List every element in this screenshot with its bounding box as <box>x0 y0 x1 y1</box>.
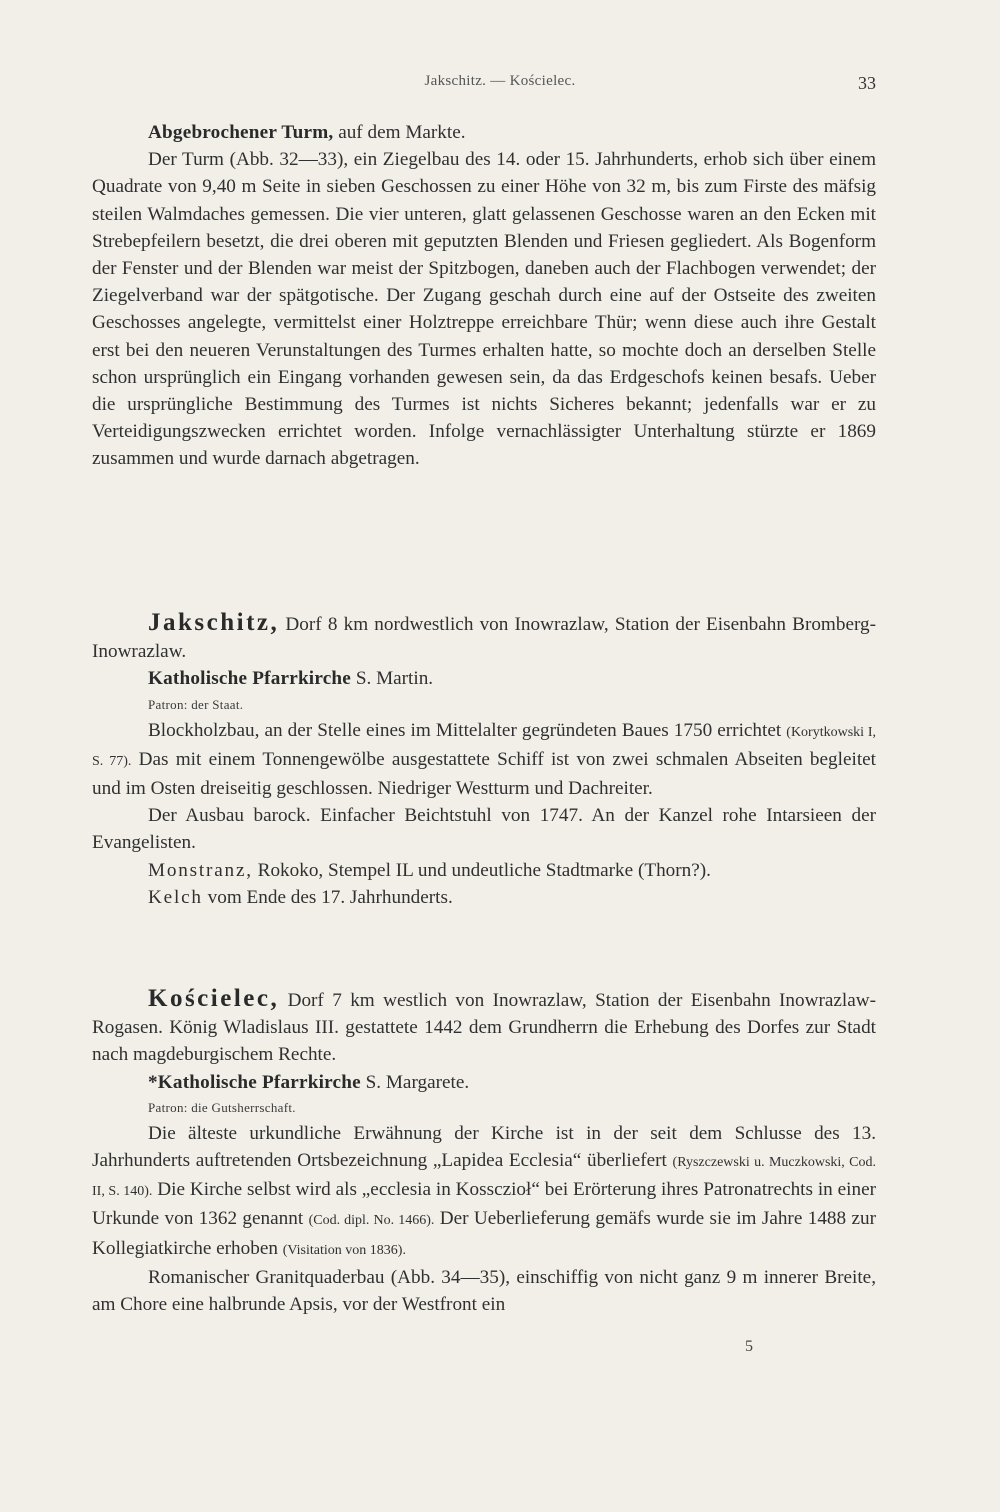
page-number: 33 <box>858 73 876 93</box>
jakschitz-p3-word: Monstranz, <box>148 859 253 881</box>
koscielec-p2: Romanischer Granitquaderbau (Abb. 34—35), einschiffig von nicht ganz 9 m innerer Breite, am Chore eine halbrunde Apsis, vor der Westfront ein <box>92 1266 876 1316</box>
jakschitz-p4-rest: vom Ende des 17. Jahrhunderts. <box>202 886 453 908</box>
paragraph-turm: Der Turm (Abb. 32—33), ein Ziegelbau des 14. oder 15. Jahrhunderts, erhob sich über einem Quadrate von 9,40 m Seite in sieben Geschossen zu einer Höhe von 32 m, bis zum Firste des mäfsig steilen Walmdaches gemessen. Die vier unteren, glatt gelassenen Geschosse waren an den Ecken mit Strebepfeilern besetzt, die drei oberen mit geputzten Blenden und Friesen gegliedert. Als Bogenform der Fenster und der Blenden war meist der Spitzbogen, daneben auch der Flachbogen verwendet; der Ziegelverband war der spätgotische. Der Zugang geschah durch eine auf der Ostseite des zweiten Geschosses angelegte, vermittelst einer Holztreppe erreichbare Thür; wenn diese auch ihre Gestalt erst bei den neueren Verunstaltungen des Turmes erhalten hatte, so mochte doch an derselben Stelle schon ursprünglich ein Eingang vorhanden gewesen sein, da das Erdgeschofs keinen besafs. Ueber die ursprüngliche Bestimmung des Turmes ist nichts Sicheres bekannt; jedenfalls war er zu Verteidigungszwecken errichtet worden. Infolge vernachlässigter Unterhaltung stürzte er 1869 zusammen und wurde darnach abgetragen. <box>92 149 876 470</box>
section-koscielec <box>92 985 876 1318</box>
jakschitz-p1-reference: (Korytkowski I, S. 77). <box>92 724 877 769</box>
jakschitz-p3-rest: Rokoko, Stempel IL und undeutliche Stadtmarke (Thorn?). <box>252 859 711 881</box>
jakschitz-p4-word: Kelch <box>148 886 203 908</box>
section-title-turm-rest: auf dem Markte. <box>333 122 466 143</box>
church-saint-koscielec: S. Margarete. <box>360 1071 470 1093</box>
running-head <box>0 73 1000 97</box>
jakschitz-p1-a: Blockholzbau, an der Stelle eines im Mittelalter gegründeten Baues 1750 errichtet <box>148 719 787 741</box>
jakschitz-p2: Der Ausbau barock. Einfacher Beichtstuhl von 1747. An der Kanzel rohe Intarsieen der Evangelisten. <box>92 805 876 854</box>
church-title-koscielec: *Katholische Pfarrkirche <box>148 1071 361 1093</box>
koscielec-p1-reference-3: (Visitation von 1836). <box>282 1242 406 1258</box>
koscielec-p1-b: Die Kirche selbst wird als „ecclesia in Kossczioł“ bei Erörterung ihres Patronatrechts in einer Urkunde von 1362 genannt <box>92 1179 876 1230</box>
place-name-jakschitz: Jakschitz, <box>148 609 280 636</box>
section-turm <box>92 119 876 473</box>
jakschitz-p1-b: Das mit einem Tonnengewölbe ausgestattete Schiff ist von zwei schmalen Abseiten begleitet und im Osten dreiseitig geschlossen. Niedriger Westturm und Dachreiter. <box>92 748 876 800</box>
koscielec-p1-reference-2: (Cod. dipl. No. 1466). <box>308 1213 435 1229</box>
koscielec-p1-reference-1: (Ryszczewski u. Muczkowski, Cod. II, S. 140). <box>92 1155 876 1200</box>
intro-jakschitz: Dorf 8 km nordwestlich von Inowrazlaw, Station der Eisenbahn Bromberg-Inowrazlaw. <box>92 614 876 663</box>
sheet-signature: 5 <box>745 1338 753 1355</box>
patron-jakschitz: Patron: der Staat. <box>148 696 244 712</box>
koscielec-p1-a: Die älteste urkundliche Erwähnung der Kirche ist in der seit dem Schlusse des 13. Jahrhunderts auftretenden Ortsbezeichnung „Lapidea Ecclesia“ überliefert <box>92 1122 876 1172</box>
place-name-koscielec: Kościelec, <box>148 985 280 1012</box>
koscielec-p1-c: Der Ueberlieferung gemäfs wurde sie im Jahre 1488 zur Kollegiatkirche erhoben <box>92 1208 876 1259</box>
church-title-jakschitz: Katholische Pfarrkirche <box>148 668 352 690</box>
running-title: Jakschitz. — Kościelec. <box>424 73 576 89</box>
section-jakschitz <box>92 609 876 911</box>
church-saint-jakschitz: S. Martin. <box>351 668 434 690</box>
section-title-turm: Abgebrochener Turm, <box>148 122 334 143</box>
intro-koscielec: Dorf 7 km westlich von Inowrazlaw, Station der Eisenbahn Inowrazlaw-Rogasen. König Wladislaus III. gestattete 1442 dem Grundherrn die Erhebung des Dorfes zur Stadt nach magdeburgischem Rechte. <box>92 990 876 1066</box>
patron-koscielec: Patron: die Gutsherrschaft. <box>148 1099 296 1115</box>
